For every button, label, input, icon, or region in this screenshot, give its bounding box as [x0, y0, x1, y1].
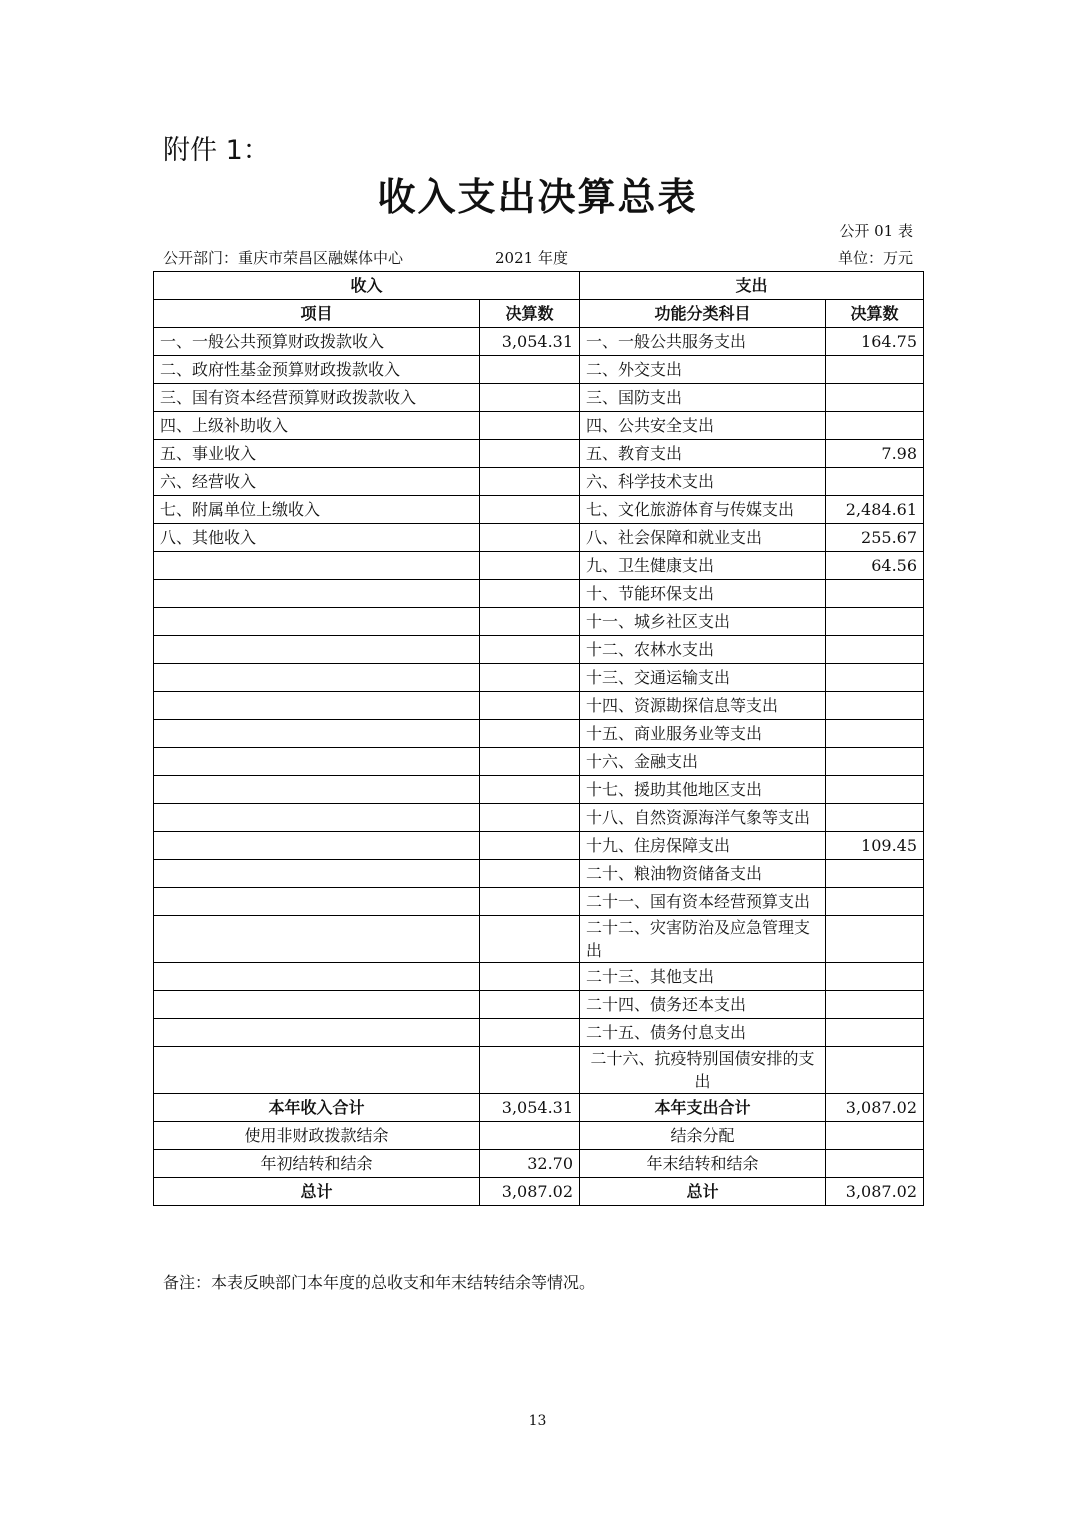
summary-income-label: 使用非财政拨款结余 [154, 1122, 480, 1150]
table-row [154, 608, 924, 636]
expense-amount-cell [826, 636, 924, 664]
expense-item-cell: 二十四、债务还本支出 [580, 991, 826, 1019]
unit-label: 单位：万元 [837, 249, 913, 267]
income-amount-cell [480, 664, 580, 692]
expense-amount-cell [826, 692, 924, 720]
income-amount-cell [480, 552, 580, 580]
summary-expense-label: 总计 [580, 1178, 826, 1206]
expense-item-cell: 十一、城乡社区支出 [580, 608, 826, 636]
table-row [154, 804, 924, 832]
expense-item-cell: 二、外交支出 [580, 356, 826, 384]
expense-item-cell: 二十一、国有资本经营预算支出 [580, 888, 826, 916]
summary-row [154, 1150, 924, 1178]
income-item-cell [154, 804, 480, 832]
income-amount-cell [480, 692, 580, 720]
table-row [154, 636, 924, 664]
income-item-cell [154, 608, 480, 636]
meta-line [163, 247, 913, 269]
income-item-cell: 四、上级补助收入 [154, 412, 480, 440]
table-row [154, 580, 924, 608]
table-row [154, 664, 924, 692]
expense-amount-cell: 164.75 [826, 328, 924, 356]
summary-expense-amount: 3,087.02 [826, 1178, 924, 1206]
table-row [154, 991, 924, 1019]
income-amount-cell [480, 832, 580, 860]
expense-item-cell: 十六、金融支出 [580, 748, 826, 776]
expense-amount-cell [826, 1019, 924, 1047]
expense-amount-cell: 64.56 [826, 552, 924, 580]
expense-amount-cell [826, 384, 924, 412]
summary-expense-label: 年末结转和结余 [580, 1150, 826, 1178]
attachment-label: 附件 1： [163, 135, 270, 166]
expense-amount-cell [826, 991, 924, 1019]
income-amount-cell [480, 804, 580, 832]
department-label: 公开部门：重庆市荣昌区融媒体中心 [163, 249, 404, 267]
income-item-cell [154, 860, 480, 888]
income-item-cell [154, 916, 480, 963]
expense-amount-cell [826, 888, 924, 916]
summary-income-amount [480, 1122, 580, 1150]
expense-item-cell: 九、卫生健康支出 [580, 552, 826, 580]
income-item-cell: 八、其他收入 [154, 524, 480, 552]
page-title: 收入支出决算总表 [377, 175, 698, 219]
table-row [154, 552, 924, 580]
income-amount-cell [480, 1019, 580, 1047]
income-amount-cell [480, 496, 580, 524]
expense-item-cell: 五、教育支出 [580, 440, 826, 468]
expense-amount-cell [826, 776, 924, 804]
income-item-cell [154, 1019, 480, 1047]
income-item-cell: 六、经营收入 [154, 468, 480, 496]
expense-amount-cell [826, 580, 924, 608]
income-amount-cell [480, 860, 580, 888]
summary-income-label: 年初结转和结余 [154, 1150, 480, 1178]
summary-income-amount: 3,087.02 [480, 1178, 580, 1206]
table-row [154, 720, 924, 748]
income-amount-cell [480, 636, 580, 664]
income-item-cell [154, 692, 480, 720]
income-amount-cell: 3,054.31 [480, 328, 580, 356]
item-column-header: 项目 [154, 300, 480, 328]
expense-item-cell: 七、文化旅游体育与传媒支出 [580, 496, 826, 524]
expense-item-cell: 二十、粮油物资储备支出 [580, 860, 826, 888]
expense-amount-cell [826, 356, 924, 384]
expense-item-cell: 十九、住房保障支出 [580, 832, 826, 860]
expense-item-cell: 一、一般公共服务支出 [580, 328, 826, 356]
table-row [154, 496, 924, 524]
table-row [154, 888, 924, 916]
income-item-cell [154, 888, 480, 916]
table-row [154, 1047, 924, 1094]
table-row [154, 1019, 924, 1047]
expense-amount-cell [826, 860, 924, 888]
income-item-cell: 七、附属单位上缴收入 [154, 496, 480, 524]
income-amount-cell [480, 888, 580, 916]
table-note: 备注：本表反映部门本年度的总收支和年末结转结余等情况。 [163, 1273, 596, 1292]
expense-amount-cell [826, 468, 924, 496]
expense-amount-cell [826, 720, 924, 748]
expense-amount-cell: 7.98 [826, 440, 924, 468]
income-item-cell [154, 776, 480, 804]
budget-table [153, 271, 924, 1206]
income-item-cell [154, 552, 480, 580]
income-header: 收入 [154, 272, 580, 300]
income-amount-cell [480, 1047, 580, 1094]
summary-row [154, 1094, 924, 1122]
expense-item-cell: 四、公共安全支出 [580, 412, 826, 440]
expense-item-cell: 八、社会保障和就业支出 [580, 524, 826, 552]
summary-income-amount: 3,054.31 [480, 1094, 580, 1122]
expense-item-cell: 十五、商业服务业等支出 [580, 720, 826, 748]
income-amount-column-header: 决算数 [480, 300, 580, 328]
expense-item-cell: 二十五、债务付息支出 [580, 1019, 826, 1047]
table-row [154, 860, 924, 888]
table-row [154, 776, 924, 804]
category-column-header: 功能分类科目 [580, 300, 826, 328]
income-amount-cell [480, 524, 580, 552]
expense-header: 支出 [580, 272, 924, 300]
income-amount-cell [480, 468, 580, 496]
income-item-cell [154, 832, 480, 860]
expense-amount-cell [826, 608, 924, 636]
summary-row [154, 1122, 924, 1150]
expense-amount-cell: 2,484.61 [826, 496, 924, 524]
income-amount-cell [480, 720, 580, 748]
form-number: 公开 01 表 [839, 222, 913, 240]
expense-item-cell: 十三、交通运输支出 [580, 664, 826, 692]
table-row [154, 356, 924, 384]
table-row [154, 468, 924, 496]
income-amount-cell [480, 608, 580, 636]
expense-amount-cell [826, 804, 924, 832]
expense-item-cell: 十八、自然资源海洋气象等支出 [580, 804, 826, 832]
table-row [154, 832, 924, 860]
income-item-cell [154, 636, 480, 664]
income-amount-cell [480, 580, 580, 608]
table-row [154, 384, 924, 412]
expense-amount-cell: 255.67 [826, 524, 924, 552]
income-amount-cell [480, 384, 580, 412]
income-amount-cell [480, 356, 580, 384]
income-amount-cell [480, 776, 580, 804]
expense-amount-cell [826, 963, 924, 991]
expense-amount-cell [826, 664, 924, 692]
table-row [154, 412, 924, 440]
summary-expense-amount [826, 1122, 924, 1150]
expense-amount-cell [826, 916, 924, 963]
table-body [154, 328, 924, 1094]
summary-income-label: 总计 [154, 1178, 480, 1206]
table-row [154, 692, 924, 720]
expense-item-cell: 十七、援助其他地区支出 [580, 776, 826, 804]
table-row [154, 963, 924, 991]
income-item-cell [154, 963, 480, 991]
page-number: 13 [528, 1413, 547, 1429]
expense-item-cell: 十、节能环保支出 [580, 580, 826, 608]
summary-income-amount: 32.70 [480, 1150, 580, 1178]
summary-expense-amount [826, 1150, 924, 1178]
table-row [154, 748, 924, 776]
income-item-cell [154, 991, 480, 1019]
expense-amount-column-header: 决算数 [826, 300, 924, 328]
income-amount-cell [480, 963, 580, 991]
expense-item-cell: 十二、农林水支出 [580, 636, 826, 664]
summary-expense-label: 结余分配 [580, 1122, 826, 1150]
income-item-cell [154, 580, 480, 608]
income-amount-cell [480, 412, 580, 440]
income-item-cell: 二、政府性基金预算财政拨款收入 [154, 356, 480, 384]
expense-item-cell: 六、科学技术支出 [580, 468, 826, 496]
table-summary [154, 1094, 924, 1206]
table-row [154, 524, 924, 552]
expense-item-cell: 十四、资源勘探信息等支出 [580, 692, 826, 720]
header-row-columns [154, 300, 924, 328]
expense-item-cell: 三、国防支出 [580, 384, 826, 412]
expense-amount-cell [826, 412, 924, 440]
table-row [154, 440, 924, 468]
expense-amount-cell [826, 1047, 924, 1094]
summary-expense-label: 本年支出合计 [580, 1094, 826, 1122]
expense-amount-cell: 109.45 [826, 832, 924, 860]
income-item-cell [154, 664, 480, 692]
income-amount-cell [480, 916, 580, 963]
table-row [154, 916, 924, 963]
income-item-cell: 三、国有资本经营预算财政拨款收入 [154, 384, 480, 412]
expense-item-cell: 二十六、抗疫特别国债安排的支出 [580, 1047, 826, 1094]
header-row-group [154, 272, 924, 300]
summary-income-label: 本年收入合计 [154, 1094, 480, 1122]
table-row [154, 328, 924, 356]
income-amount-cell [480, 991, 580, 1019]
summary-expense-amount: 3,087.02 [826, 1094, 924, 1122]
expense-item-cell: 二十三、其他支出 [580, 963, 826, 991]
income-item-cell: 一、一般公共预算财政拨款收入 [154, 328, 480, 356]
expense-amount-cell [826, 748, 924, 776]
year-label: 2021 年度 [495, 249, 568, 267]
income-item-cell [154, 1047, 480, 1094]
income-item-cell [154, 720, 480, 748]
summary-row [154, 1178, 924, 1206]
income-amount-cell [480, 748, 580, 776]
expense-item-cell: 二十二、灾害防治及应急管理支出 [580, 916, 826, 963]
income-item-cell: 五、事业收入 [154, 440, 480, 468]
income-amount-cell [480, 440, 580, 468]
income-item-cell [154, 748, 480, 776]
